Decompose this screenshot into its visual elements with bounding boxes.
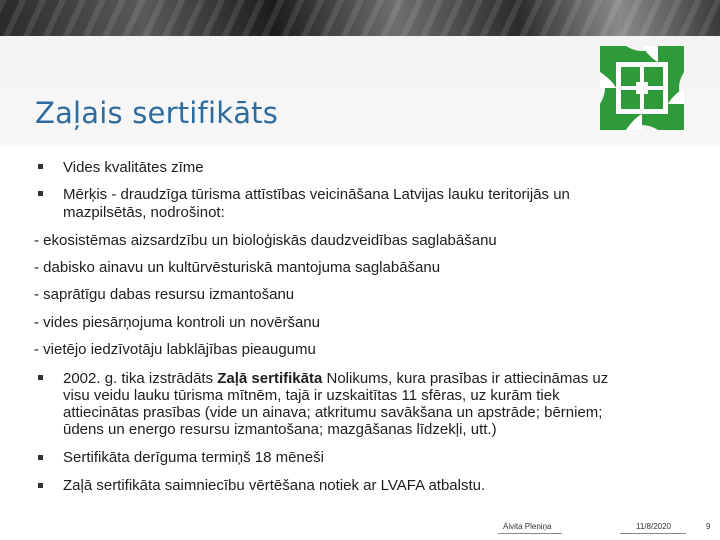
bullet-validity: Sertifikāta derīguma termiņš 18 mēneši [63, 449, 324, 466]
footer-author: Aivita Pleniņa [503, 522, 552, 531]
bullet-regulations-line2: visu veidu lauku tūrisma mītnēm, tajā ir uzskaitītas 11 sfēras, uz kurām tiek [63, 387, 560, 404]
bullet-goal-line1: Mērķis - draudzīga tūrisma attīstības veicināšana Latvijas lauku teritorijās un [63, 186, 570, 203]
regulations-text-bold: Zaļā sertifikāta [217, 370, 323, 387]
bullet-marker [38, 375, 43, 380]
bullet-marker [38, 164, 43, 169]
bullet-marker [38, 455, 43, 460]
bullet-evaluation: Zaļā sertifikāta saimniecību vērtēšana notiek ar LVAFA atbalstu. [63, 477, 486, 494]
green-certificate-logo-icon [596, 42, 688, 134]
bullet-regulations-line3: attiecinātas prasības (vide un ainava; atkritumu savākšana un apstrāde; bērniem; [63, 404, 603, 421]
bullet-regulations-line4: ūdens un energo resursu izmantošana; mazgāšanas līdzekļi, utt.) [63, 421, 497, 438]
regulations-text-pre: 2002. g. tika izstrādāts [63, 370, 218, 387]
footer-page-number: 9 [706, 522, 711, 531]
bullet-marker [38, 191, 43, 196]
dash-item-pollution: - vides piesārņojuma kontroli un novēršanu [34, 314, 320, 331]
dash-item-ecosystem: - ekosistēmas aizsardzību un bioloģiskās daudzveidības saglabāšanu [34, 232, 497, 249]
slide-title: Zaļais sertifikāts [35, 96, 279, 130]
bullet-goal-line2: mazpilsētās, nodrošinot: [63, 204, 225, 221]
bullet-quality-mark: Vides kvalitātes zīme [63, 159, 204, 176]
dash-item-landscape: - dabisko ainavu un kultūrvēsturiskā mantojuma saglabāšanu [34, 259, 441, 276]
footer-divider [498, 533, 562, 534]
header-banner-image [0, 0, 720, 36]
regulations-text-post: Nolikums, kura prasības ir attiecināmas uz [322, 370, 609, 387]
footer-date: 11/8/2020 [636, 522, 671, 531]
dash-item-welfare: - vietējo iedzīvotāju labklājības pieaugumu [34, 341, 316, 358]
bullet-marker [38, 483, 43, 488]
dash-item-resources: - saprātīgu dabas resursu izmantošanu [34, 286, 295, 303]
bullet-regulations-line1 [63, 370, 673, 387]
footer-divider [620, 533, 686, 534]
